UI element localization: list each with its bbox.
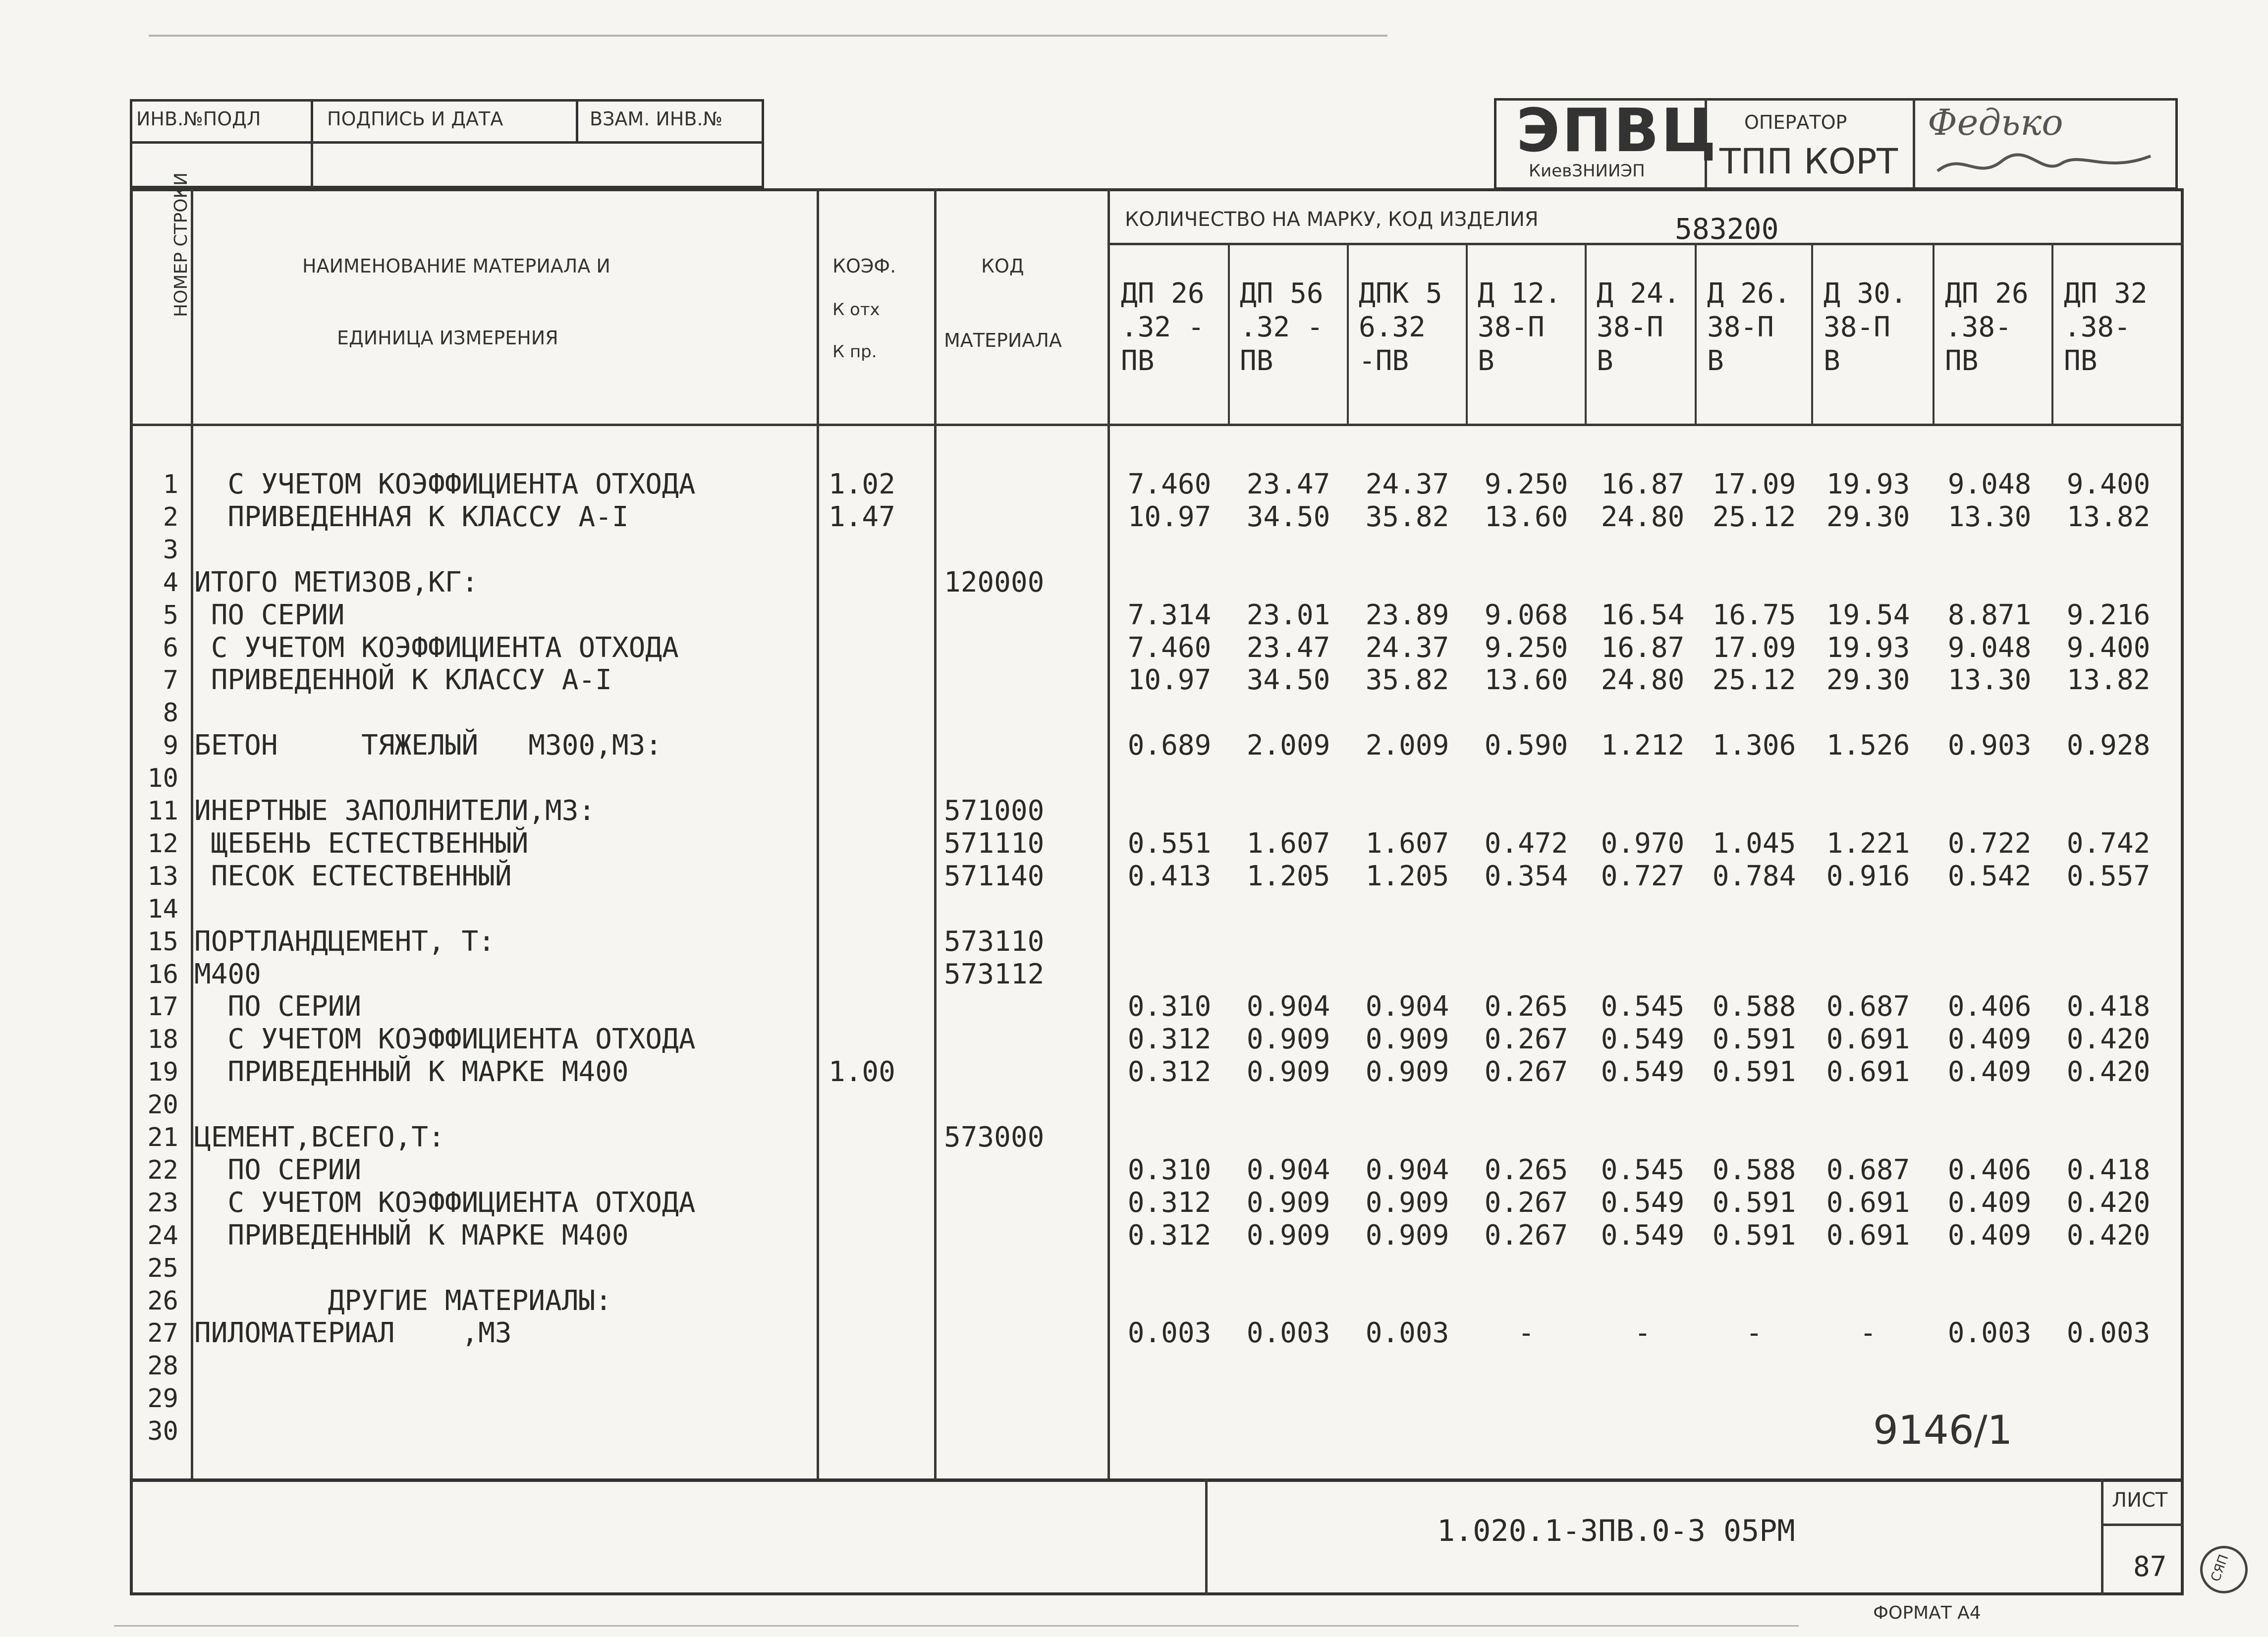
- product-column-header-line: 6.32: [1359, 311, 1426, 343]
- row-value-cell: 13.82: [2066, 501, 2151, 533]
- row-value-cell: 0.909: [1365, 1219, 1449, 1252]
- row-value-cell: 0.557: [2066, 860, 2151, 892]
- row-value-cell: 0.691: [1826, 1219, 1910, 1252]
- row-material-name: С УЧЕТОМ КОЭФФИЦИЕНТА ОТХОДА: [194, 1023, 696, 1055]
- row-value-cell: 23.01: [1246, 599, 1330, 631]
- row-value-cell: 0.418: [2066, 990, 2151, 1023]
- row-number: 14: [147, 894, 178, 924]
- row-number: 15: [147, 927, 178, 957]
- product-column-header-line: ПВ: [1121, 345, 1155, 377]
- scan-top-line: [149, 35, 1387, 37]
- format-label: ФОРМАТ А4: [1873, 1603, 1981, 1623]
- row-material-code: 573112: [944, 958, 1045, 990]
- operator-label: ОПЕРАТОР: [1744, 111, 1847, 133]
- product-column-header-line: .32 -: [1121, 311, 1205, 343]
- row-value-cell: 0.591: [1712, 1023, 1796, 1055]
- row-value-cell: 35.82: [1365, 501, 1449, 533]
- row-material-name: ПИЛОМАТЕРИАЛ ,М3: [194, 1317, 512, 1349]
- row-value-cell: 0.003: [1365, 1317, 1449, 1349]
- row-value-cell: 7.460: [1127, 632, 1212, 664]
- row-value-cell: 24.80: [1601, 501, 1685, 533]
- row-material-name: БЕТОН ТЯЖЕЛЫЙ М300,М3:: [194, 729, 663, 762]
- code-label-2: МАТЕРИАЛА: [944, 329, 1062, 351]
- row-number: 23: [147, 1188, 178, 1218]
- row-material-name: ПО СЕРИИ: [194, 990, 362, 1023]
- row-value-cell: 0.742: [2066, 827, 2151, 860]
- row-value-cell: 17.09: [1712, 468, 1796, 500]
- row-number: 5: [163, 600, 178, 630]
- row-number: 20: [147, 1090, 178, 1120]
- product-column-header-line: ПВ: [1240, 345, 1273, 377]
- row-value-cell: 9.400: [2066, 468, 2151, 500]
- row-number: 17: [147, 992, 178, 1022]
- prod-col-div-6: [1811, 243, 1813, 424]
- prod-col-div-4: [1585, 243, 1587, 424]
- row-number-label: НОМЕР СТРОКИ: [171, 172, 191, 317]
- row-material-name: ПРИВЕДЕННЫЙ К МАРКЕ М400: [194, 1219, 629, 1252]
- sign-date-label: ПОДПИСЬ И ДАТА: [327, 108, 503, 130]
- row-value-cell: 0.903: [1947, 729, 2032, 762]
- row-material-name: ПРИВЕДЕННОЙ К КЛАССУ А-I: [194, 664, 612, 696]
- row-value-cell: 0.928: [2066, 729, 2151, 762]
- row-number: 27: [147, 1318, 178, 1348]
- col-div-name: [817, 188, 819, 1481]
- vzam-label: ВЗАМ. ИНВ.№: [590, 108, 723, 130]
- product-column-header-line: В: [1478, 345, 1494, 377]
- row-material-name: ПРИВЕДЕННАЯ К КЛАССУ А-I: [194, 501, 629, 533]
- product-column-header-line: Д 24.: [1597, 277, 1680, 310]
- row-value-cell: 29.30: [1826, 664, 1910, 696]
- row-value-cell: 1.212: [1601, 729, 1685, 762]
- product-code: 583200: [1675, 212, 1779, 246]
- row-value-cell: -: [1746, 1317, 1763, 1349]
- row-value-cell: 0.265: [1484, 990, 1568, 1023]
- row-value-cell: 0.904: [1246, 1154, 1330, 1186]
- footer-sheet-rule: [2101, 1524, 2184, 1526]
- row-value-cell: 17.09: [1712, 632, 1796, 664]
- signature-scribble: [1933, 146, 2160, 186]
- footer-div-right: [2101, 1479, 2103, 1595]
- product-column-header-line: ДП 56: [1240, 277, 1324, 310]
- product-column-header-line: 38-П: [1824, 311, 1890, 343]
- row-value-cell: 9.216: [2066, 599, 2151, 631]
- row-value-cell: 0.588: [1712, 1154, 1796, 1186]
- row-number: 19: [147, 1057, 178, 1087]
- row-value-cell: 0.312: [1127, 1187, 1212, 1219]
- row-number: 30: [147, 1417, 178, 1446]
- row-number: 22: [147, 1155, 178, 1185]
- row-value-cell: -: [1634, 1317, 1651, 1349]
- row-material-name: ИНЕРТНЫЕ ЗАПОЛНИТЕЛИ,М3:: [194, 795, 596, 827]
- row-material-name: ЦЕМЕНТ,ВСЕГО,Т:: [194, 1121, 445, 1153]
- product-column-header-line: ПВ: [2064, 345, 2098, 377]
- row-value-cell: 0.689: [1127, 729, 1212, 762]
- prod-col-div-2: [1347, 243, 1349, 424]
- row-material-code: 571110: [944, 827, 1045, 860]
- row-value-cell: 29.30: [1826, 501, 1910, 533]
- org-sub: КиевЗНИИЭП: [1529, 161, 1645, 181]
- row-value-cell: 0.691: [1826, 1056, 1910, 1088]
- product-column-header-line: Д 30.: [1824, 277, 1907, 310]
- coef-label-2: К отх: [832, 300, 880, 320]
- row-value-cell: 0.909: [1246, 1023, 1330, 1055]
- row-value-cell: 0.591: [1712, 1187, 1796, 1219]
- row-value-cell: 35.82: [1365, 664, 1449, 696]
- row-value-cell: 0.909: [1246, 1056, 1330, 1088]
- row-value-cell: 25.12: [1712, 501, 1796, 533]
- row-value-cell: 0.310: [1127, 990, 1212, 1023]
- handwritten-number: 9146/1: [1873, 1407, 2013, 1453]
- row-coefficient: 1.00: [829, 1056, 895, 1088]
- row-value-cell: 24.37: [1365, 468, 1449, 500]
- row-value-cell: 0.909: [1365, 1023, 1449, 1055]
- row-value-cell: 0.542: [1947, 860, 2032, 892]
- row-value-cell: 0.784: [1712, 860, 1796, 892]
- row-number: 24: [147, 1221, 178, 1251]
- coef-label-3: К пр.: [832, 342, 877, 362]
- row-value-cell: 0.267: [1484, 1187, 1568, 1219]
- row-value-cell: 0.420: [2066, 1023, 2151, 1055]
- row-value-cell: 24.80: [1601, 664, 1685, 696]
- row-value-cell: 0.722: [1947, 827, 2032, 860]
- row-value-cell: 0.472: [1484, 827, 1568, 860]
- row-value-cell: 0.418: [2066, 1154, 2151, 1186]
- row-number: 21: [147, 1123, 178, 1152]
- product-column-header-line: .32 -: [1240, 311, 1324, 343]
- row-value-cell: 2.009: [1246, 729, 1330, 762]
- coef-label-1: КОЭФ.: [832, 255, 896, 277]
- header-bottom-rule: [130, 424, 2184, 426]
- org-stamp-div2: [1913, 98, 1915, 190]
- qty-label: КОЛИЧЕСТВО НА МАРКУ, КОД ИЗДЕЛИЯ: [1125, 208, 1539, 231]
- row-value-cell: 16.87: [1601, 468, 1685, 500]
- scan-bottom-line: [114, 1625, 1799, 1627]
- row-number: 13: [147, 862, 178, 891]
- row-value-cell: 9.400: [2066, 632, 2151, 664]
- product-column-header-line: 38-П: [1478, 311, 1545, 343]
- row-number: 26: [147, 1286, 178, 1316]
- row-value-cell: 0.420: [2066, 1219, 2151, 1252]
- product-column-header-line: 38-П: [1597, 311, 1663, 343]
- row-value-cell: 0.413: [1127, 860, 1212, 892]
- row-value-cell: 1.205: [1246, 860, 1330, 892]
- product-column-header-line: 38-П: [1707, 311, 1774, 343]
- row-value-cell: 9.048: [1947, 468, 2032, 500]
- product-column-header-line: Д 26.: [1707, 277, 1791, 310]
- row-value-cell: 0.545: [1601, 990, 1685, 1023]
- row-number: 16: [147, 960, 178, 989]
- product-column-header-line: ДПК 5: [1359, 277, 1442, 310]
- sheet-number: 87: [2133, 1551, 2167, 1583]
- row-value-cell: 0.267: [1484, 1219, 1568, 1252]
- row-number: 18: [147, 1025, 178, 1054]
- row-value-cell: 9.068: [1484, 599, 1568, 631]
- row-value-cell: 25.12: [1712, 664, 1796, 696]
- row-material-name: ПРИВЕДЕННЫЙ К МАРКЕ М400: [194, 1056, 629, 1088]
- row-coefficient: 1.47: [829, 501, 895, 533]
- row-value-cell: 0.916: [1826, 860, 1910, 892]
- row-material-name: ПО СЕРИИ: [194, 599, 345, 631]
- row-value-cell: 0.420: [2066, 1056, 2151, 1088]
- row-material-name: С УЧЕТОМ КОЭФФИЦИЕНТА ОТХОДА: [194, 1187, 696, 1219]
- product-column-header-line: В: [1824, 345, 1840, 377]
- row-value-cell: 7.460: [1127, 468, 1212, 500]
- row-material-name: ЩЕБЕНЬ ЕСТЕСТВЕННЫЙ: [194, 827, 529, 860]
- row-value-cell: 0.588: [1712, 990, 1796, 1023]
- row-value-cell: 0.549: [1601, 1219, 1685, 1252]
- row-value-cell: 0.312: [1127, 1023, 1212, 1055]
- row-value-cell: 13.60: [1484, 664, 1568, 696]
- row-value-cell: 0.312: [1127, 1219, 1212, 1252]
- product-column-header-line: -ПВ: [1359, 345, 1409, 377]
- row-value-cell: 0.545: [1601, 1154, 1685, 1186]
- row-number: 11: [147, 796, 178, 826]
- row-value-cell: 16.87: [1601, 632, 1685, 664]
- row-number: 4: [163, 568, 178, 598]
- signature: Федько: [1928, 102, 2063, 143]
- qty-header-rule: [1107, 243, 2184, 245]
- row-number: 29: [147, 1384, 178, 1414]
- org-logo: ЭПВЦ: [1516, 97, 1718, 165]
- row-value-cell: 23.89: [1365, 599, 1449, 631]
- footer-frame: [130, 1479, 2184, 1595]
- col-div-rownum: [191, 188, 193, 1481]
- row-value-cell: 0.409: [1947, 1219, 2032, 1252]
- row-value-cell: 0.406: [1947, 990, 2032, 1023]
- row-value-cell: 2.009: [1365, 729, 1449, 762]
- product-column-header-line: В: [1597, 345, 1613, 377]
- row-value-cell: 13.30: [1947, 501, 2032, 533]
- row-value-cell: 8.871: [1947, 599, 2032, 631]
- inv-number-label: ИНВ.№ПОДЛ: [136, 108, 261, 130]
- row-material-name: С УЧЕТОМ КОЭФФИЦИЕНТА ОТХОДА: [194, 632, 679, 664]
- row-number: 1: [163, 470, 178, 499]
- prod-col-div-5: [1695, 243, 1697, 424]
- row-value-cell: 10.97: [1127, 501, 1212, 533]
- circle-mark-text: СЯП: [2208, 1552, 2232, 1584]
- row-value-cell: 19.93: [1826, 632, 1910, 664]
- row-material-name: С УЧЕТОМ КОЭФФИЦИЕНТА ОТХОДА: [194, 468, 696, 500]
- row-value-cell: 0.267: [1484, 1056, 1568, 1088]
- row-value-cell: 1.607: [1246, 827, 1330, 860]
- product-column-header-line: .38-: [1945, 311, 2012, 343]
- row-material-name: М400: [194, 958, 261, 990]
- row-value-cell: 0.591: [1712, 1219, 1796, 1252]
- row-value-cell: 1.221: [1826, 827, 1910, 860]
- product-column-header-line: В: [1707, 345, 1724, 377]
- row-material-code: 573000: [944, 1121, 1045, 1153]
- row-value-cell: 0.687: [1826, 1154, 1910, 1186]
- row-value-cell: 1.607: [1365, 827, 1449, 860]
- row-value-cell: 0.727: [1601, 860, 1685, 892]
- prod-col-div-3: [1466, 243, 1468, 424]
- row-material-code: 571140: [944, 860, 1045, 892]
- row-value-cell: 0.904: [1365, 1154, 1449, 1186]
- prod-col-div-1: [1228, 243, 1230, 424]
- material-name-label: НАИМЕНОВАНИЕ МАТЕРИАЛА И: [302, 255, 610, 277]
- code-label-1: КОД: [981, 255, 1024, 277]
- row-value-cell: 0.409: [1947, 1023, 2032, 1055]
- product-column-header-line: ДП 26: [1945, 277, 2029, 310]
- row-number: 10: [147, 764, 178, 793]
- row-material-code: 120000: [944, 566, 1045, 599]
- row-number: 8: [163, 698, 178, 728]
- row-material-name: ПО СЕРИИ: [194, 1154, 362, 1186]
- row-value-cell: 10.97: [1127, 664, 1212, 696]
- row-value-cell: 0.409: [1947, 1187, 2032, 1219]
- stamp-lower-box: [130, 141, 764, 188]
- row-value-cell: 13.60: [1484, 501, 1568, 533]
- product-column-header-line: ДП 32: [2064, 277, 2148, 310]
- row-number: 25: [147, 1254, 178, 1283]
- row-value-cell: 0.970: [1601, 827, 1685, 860]
- prod-col-div-7: [1933, 243, 1935, 424]
- row-value-cell: 0.904: [1246, 990, 1330, 1023]
- row-value-cell: 9.250: [1484, 632, 1568, 664]
- product-column-header-line: Д 12.: [1478, 277, 1561, 310]
- row-value-cell: 13.82: [2066, 664, 2151, 696]
- row-value-cell: 0.591: [1712, 1056, 1796, 1088]
- col-div-coef: [934, 188, 937, 1481]
- row-value-cell: 9.048: [1947, 632, 2032, 664]
- row-number: 12: [147, 829, 178, 859]
- sheet-label: ЛИСТ: [2112, 1489, 2168, 1512]
- row-material-code: 573110: [944, 926, 1045, 958]
- row-coefficient: 1.02: [829, 468, 895, 500]
- row-material-name: ДРУГИЕ МАТЕРИАЛЫ:: [194, 1285, 612, 1317]
- row-value-cell: 0.003: [1947, 1317, 2032, 1349]
- doc-code: 1.020.1-3ПВ.0-3 05РМ: [1437, 1514, 1795, 1548]
- row-value-cell: 0.909: [1246, 1219, 1330, 1252]
- unit-label: ЕДИНИЦА ИЗМЕРЕНИЯ: [337, 327, 558, 349]
- stamp-lower-divider: [311, 141, 313, 188]
- row-value-cell: 0.265: [1484, 1154, 1568, 1186]
- row-value-cell: 0.687: [1826, 990, 1910, 1023]
- row-value-cell: 0.904: [1365, 990, 1449, 1023]
- row-material-name: ПОРТЛАНДЦЕМЕНТ, Т:: [194, 926, 495, 958]
- row-value-cell: 0.590: [1484, 729, 1568, 762]
- row-value-cell: 0.354: [1484, 860, 1568, 892]
- row-value-cell: 1.205: [1365, 860, 1449, 892]
- product-column-header-line: ПВ: [1945, 345, 1979, 377]
- row-value-cell: 23.47: [1246, 632, 1330, 664]
- row-value-cell: 7.314: [1127, 599, 1212, 631]
- row-value-cell: 0.909: [1365, 1187, 1449, 1219]
- row-material-code: 571000: [944, 795, 1045, 827]
- row-number: 28: [147, 1351, 178, 1381]
- row-value-cell: 24.37: [1365, 632, 1449, 664]
- row-value-cell: 34.50: [1246, 664, 1330, 696]
- product-column-header-line: ДП 26: [1121, 277, 1205, 310]
- row-value-cell: 13.30: [1947, 664, 2032, 696]
- row-value-cell: 0.691: [1826, 1187, 1910, 1219]
- row-value-cell: 0.267: [1484, 1023, 1568, 1055]
- row-value-cell: 0.003: [2066, 1317, 2151, 1349]
- operator-value: ТПП КОРТ: [1719, 141, 1898, 182]
- row-material-name: ИТОГО МЕТИЗОВ,КГ:: [194, 566, 479, 599]
- row-value-cell: 0.420: [2066, 1187, 2151, 1219]
- row-number: 7: [163, 665, 178, 695]
- row-value-cell: 0.909: [1246, 1187, 1330, 1219]
- row-number: 9: [163, 731, 178, 761]
- row-value-cell: 0.909: [1365, 1056, 1449, 1088]
- row-value-cell: 34.50: [1246, 501, 1330, 533]
- row-number: 3: [163, 535, 178, 565]
- row-value-cell: 23.47: [1246, 468, 1330, 500]
- row-value-cell: 0.551: [1127, 827, 1212, 860]
- row-value-cell: -: [1518, 1317, 1535, 1349]
- row-value-cell: 1.306: [1712, 729, 1796, 762]
- row-number: 2: [163, 502, 178, 532]
- row-value-cell: -: [1860, 1317, 1877, 1349]
- row-value-cell: 0.549: [1601, 1023, 1685, 1055]
- row-value-cell: 0.406: [1947, 1154, 2032, 1186]
- product-column-header-line: .38-: [2064, 311, 2131, 343]
- row-material-name: ПЕСОК ЕСТЕСТВЕННЫЙ: [194, 860, 512, 892]
- row-value-cell: 1.045: [1712, 827, 1796, 860]
- row-value-cell: 0.003: [1127, 1317, 1212, 1349]
- row-value-cell: 0.409: [1947, 1056, 2032, 1088]
- footer-div-left: [1205, 1479, 1208, 1595]
- row-value-cell: 1.526: [1826, 729, 1910, 762]
- row-number: 6: [163, 633, 178, 663]
- row-value-cell: 19.93: [1826, 468, 1910, 500]
- row-value-cell: 0.310: [1127, 1154, 1212, 1186]
- row-value-cell: 0.691: [1826, 1023, 1910, 1055]
- row-value-cell: 9.250: [1484, 468, 1568, 500]
- prod-col-div-8: [2051, 243, 2053, 424]
- row-value-cell: 16.75: [1712, 599, 1796, 631]
- row-value-cell: 16.54: [1601, 599, 1685, 631]
- row-value-cell: 0.312: [1127, 1056, 1212, 1088]
- row-value-cell: 19.54: [1826, 599, 1910, 631]
- row-value-cell: 0.549: [1601, 1187, 1685, 1219]
- row-value-cell: 0.549: [1601, 1056, 1685, 1088]
- row-value-cell: 0.003: [1246, 1317, 1330, 1349]
